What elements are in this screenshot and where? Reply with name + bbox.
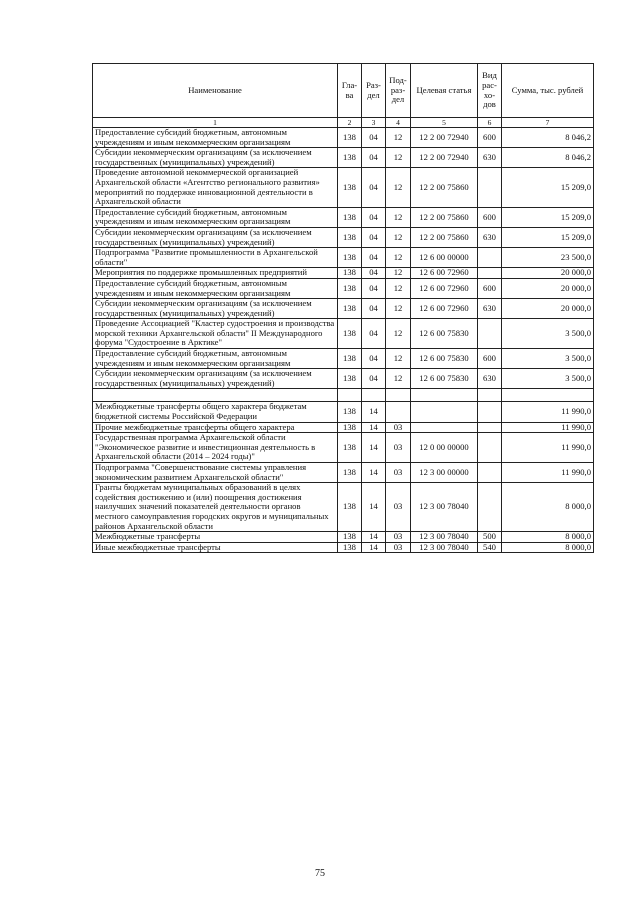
subsection-cell: 12 — [386, 278, 411, 298]
expense-type-cell — [478, 389, 502, 402]
table-row — [93, 369, 594, 389]
subsection-cell: 12 — [386, 168, 411, 207]
row-name-cell: Предоставление субсидий бюджетным, автономным учреждениям и иным некоммерческим организациям — [93, 349, 338, 369]
expense-type-cell: 540 — [478, 542, 502, 553]
row-name-cell: Прочие межбюджетные трансферты общего характера — [93, 422, 338, 433]
target-cell: 12 6 00 00000 — [411, 248, 478, 268]
subsection-cell: 12 — [386, 299, 411, 319]
row-name-cell: Предоставление субсидий бюджетным, автономным учреждениям и иным некоммерческим организациям — [93, 278, 338, 298]
target-cell — [411, 422, 478, 433]
row-name-cell: Субсидии некоммерческим организациям (за исключением государственных (муниципальных) учреждений) — [93, 148, 338, 168]
table-row — [93, 532, 594, 543]
header-amount: Сумма, тыс. рублей — [502, 64, 594, 118]
target-cell: 12 2 00 72940 — [411, 128, 478, 148]
chapter-cell: 138 — [338, 207, 362, 227]
amount-cell: 3 500,0 — [502, 369, 594, 389]
chapter-cell: 138 — [338, 148, 362, 168]
col-number: 1 — [93, 118, 338, 128]
target-cell: 12 6 00 75830 — [411, 369, 478, 389]
target-cell: 12 6 00 72960 — [411, 278, 478, 298]
chapter-cell: 138 — [338, 542, 362, 553]
table-row — [93, 168, 594, 207]
section-cell: 04 — [362, 227, 386, 247]
subsection-cell — [386, 389, 411, 402]
row-name-cell: Межбюджетные трансферты общего характера бюджетам бюджетной системы Российской Федерации — [93, 402, 338, 422]
header-chapter: Гла-ва — [338, 64, 362, 118]
subsection-cell: 12 — [386, 207, 411, 227]
amount-cell: 15 209,0 — [502, 227, 594, 247]
subsection-cell: 03 — [386, 422, 411, 433]
expense-type-cell — [478, 422, 502, 433]
chapter-cell: 138 — [338, 422, 362, 433]
page-number: 75 — [315, 868, 325, 879]
section-cell: 14 — [362, 422, 386, 433]
expense-type-cell — [478, 433, 502, 463]
header-row — [93, 64, 594, 118]
row-name-cell: Субсидии некоммерческим организациям (за исключением государственных (муниципальных) учреждений) — [93, 369, 338, 389]
expense-type-cell — [478, 319, 502, 349]
section-cell: 04 — [362, 299, 386, 319]
expense-type-cell — [478, 168, 502, 207]
expense-type-cell: 600 — [478, 278, 502, 298]
target-cell: 12 2 00 75860 — [411, 227, 478, 247]
table-body — [93, 128, 594, 553]
row-name-cell: Государственная программа Архангельской области "Экономическое развитие и инвестиционная деятельность в Архангельской области (2014 – 2024 годы)" — [93, 433, 338, 463]
subsection-cell: 12 — [386, 128, 411, 148]
target-cell: 12 0 00 00000 — [411, 433, 478, 463]
header-target: Целевая статья — [411, 64, 478, 118]
header-section: Раз-дел — [362, 64, 386, 118]
expense-type-cell — [478, 483, 502, 532]
target-cell: 12 2 00 75860 — [411, 207, 478, 227]
subsection-cell: 03 — [386, 433, 411, 463]
table-row — [93, 128, 594, 148]
row-name-cell — [93, 389, 338, 402]
amount-cell: 20 000,0 — [502, 268, 594, 279]
target-cell: 12 3 00 78040 — [411, 542, 478, 553]
expense-type-cell — [478, 268, 502, 279]
target-cell: 12 3 00 00000 — [411, 463, 478, 483]
table-row — [93, 248, 594, 268]
col-number: 2 — [338, 118, 362, 128]
target-cell: 12 6 00 75830 — [411, 349, 478, 369]
header-expense-type: Вид рас-хо-дов — [478, 64, 502, 118]
chapter-cell — [338, 389, 362, 402]
chapter-cell: 138 — [338, 278, 362, 298]
expense-type-cell — [478, 248, 502, 268]
column-number-row — [93, 118, 594, 128]
target-cell: 12 2 00 75860 — [411, 168, 478, 207]
section-cell — [362, 389, 386, 402]
expense-type-cell: 500 — [478, 532, 502, 543]
target-cell: 12 6 00 72960 — [411, 299, 478, 319]
table-row — [93, 483, 594, 532]
chapter-cell: 138 — [338, 168, 362, 207]
row-name-cell: Подпрограмма "Совершенствование системы управления экономическим развитием Архангельской области" — [93, 463, 338, 483]
row-name-cell: Межбюджетные трансферты — [93, 532, 338, 543]
amount-cell: 8 000,0 — [502, 532, 594, 543]
chapter-cell: 138 — [338, 349, 362, 369]
table-row — [93, 463, 594, 483]
chapter-cell: 138 — [338, 532, 362, 543]
section-cell: 04 — [362, 148, 386, 168]
table-row — [93, 278, 594, 298]
table-row — [93, 319, 594, 349]
col-number: 6 — [478, 118, 502, 128]
chapter-cell: 138 — [338, 248, 362, 268]
chapter-cell: 138 — [338, 227, 362, 247]
col-number: 3 — [362, 118, 386, 128]
subsection-cell: 03 — [386, 532, 411, 543]
target-cell — [411, 389, 478, 402]
amount-cell: 23 500,0 — [502, 248, 594, 268]
subsection-cell: 03 — [386, 483, 411, 532]
amount-cell: 8 000,0 — [502, 483, 594, 532]
amount-cell: 3 500,0 — [502, 349, 594, 369]
amount-cell: 15 209,0 — [502, 168, 594, 207]
row-name-cell: Предоставление субсидий бюджетным, автономным учреждениям и иным некоммерческим организациям — [93, 207, 338, 227]
expense-type-cell: 600 — [478, 207, 502, 227]
chapter-cell: 138 — [338, 402, 362, 422]
chapter-cell: 138 — [338, 369, 362, 389]
subsection-cell: 12 — [386, 268, 411, 279]
amount-cell: 11 990,0 — [502, 422, 594, 433]
table-row — [93, 268, 594, 279]
section-cell: 04 — [362, 248, 386, 268]
row-name-cell: Подпрограмма "Развитие промышленности в Архангельской области" — [93, 248, 338, 268]
col-number: 4 — [386, 118, 411, 128]
chapter-cell: 138 — [338, 483, 362, 532]
table-row — [93, 207, 594, 227]
expense-type-cell: 630 — [478, 299, 502, 319]
section-cell: 14 — [362, 532, 386, 543]
amount-cell: 11 990,0 — [502, 402, 594, 422]
target-cell: 12 3 00 78040 — [411, 532, 478, 543]
amount-cell: 20 000,0 — [502, 299, 594, 319]
chapter-cell: 138 — [338, 299, 362, 319]
budget-table — [92, 63, 594, 553]
section-cell: 04 — [362, 207, 386, 227]
expense-type-cell: 630 — [478, 227, 502, 247]
section-cell: 04 — [362, 278, 386, 298]
amount-cell: 11 990,0 — [502, 433, 594, 463]
section-cell: 14 — [362, 483, 386, 532]
table-row — [93, 299, 594, 319]
subsection-cell: 12 — [386, 349, 411, 369]
section-cell: 04 — [362, 128, 386, 148]
amount-cell: 20 000,0 — [502, 278, 594, 298]
section-cell: 04 — [362, 168, 386, 207]
amount-cell: 8 000,0 — [502, 542, 594, 553]
expense-type-cell: 600 — [478, 349, 502, 369]
subsection-cell: 03 — [386, 463, 411, 483]
table-row — [93, 349, 594, 369]
subsection-cell: 12 — [386, 227, 411, 247]
header-subsection: Под-раз-дел — [386, 64, 411, 118]
chapter-cell: 138 — [338, 128, 362, 148]
chapter-cell: 138 — [338, 268, 362, 279]
section-cell: 14 — [362, 463, 386, 483]
target-cell: 12 6 00 75830 — [411, 319, 478, 349]
row-name-cell: Мероприятия по поддержке промышленных предприятий — [93, 268, 338, 279]
table-row — [93, 148, 594, 168]
section-cell: 14 — [362, 402, 386, 422]
table-row — [93, 433, 594, 463]
subsection-cell — [386, 402, 411, 422]
table-row — [93, 227, 594, 247]
subsection-cell: 12 — [386, 369, 411, 389]
section-cell: 14 — [362, 433, 386, 463]
row-name-cell: Иные межбюджетные трансферты — [93, 542, 338, 553]
chapter-cell: 138 — [338, 463, 362, 483]
subsection-cell: 12 — [386, 248, 411, 268]
amount-cell — [502, 389, 594, 402]
row-name-cell: Субсидии некоммерческим организациям (за исключением государственных (муниципальных) учреждений) — [93, 299, 338, 319]
col-number: 7 — [502, 118, 594, 128]
section-cell: 04 — [362, 268, 386, 279]
header-name: Наименование — [93, 64, 338, 118]
table-row — [93, 542, 594, 553]
row-name-cell: Субсидии некоммерческим организациям (за исключением государственных (муниципальных) учреждений) — [93, 227, 338, 247]
table-row — [93, 389, 594, 402]
section-cell: 04 — [362, 349, 386, 369]
table-row — [93, 402, 594, 422]
target-cell: 12 3 00 78040 — [411, 483, 478, 532]
section-cell: 04 — [362, 319, 386, 349]
table-row — [93, 422, 594, 433]
amount-cell: 8 046,2 — [502, 128, 594, 148]
chapter-cell: 138 — [338, 319, 362, 349]
subsection-cell: 12 — [386, 319, 411, 349]
section-cell: 04 — [362, 369, 386, 389]
amount-cell: 3 500,0 — [502, 319, 594, 349]
amount-cell: 8 046,2 — [502, 148, 594, 168]
expense-type-cell: 600 — [478, 128, 502, 148]
section-cell: 14 — [362, 542, 386, 553]
row-name-cell: Предоставление субсидий бюджетным, автономным учреждениям и иным некоммерческим организациям — [93, 128, 338, 148]
subsection-cell: 12 — [386, 148, 411, 168]
col-number: 5 — [411, 118, 478, 128]
expense-type-cell — [478, 402, 502, 422]
row-name-cell: Проведение автономной некоммерческой организацией Архангельской области «Агентство регионального развития» мероприятий по поддержке инновационной деятельности в Архангельской области — [93, 168, 338, 207]
row-name-cell: Проведение Ассоциацией "Кластер судостроения и производства морской техники Архангельской области" II Международного форума "Судостроение в Арктике" — [93, 319, 338, 349]
subsection-cell: 03 — [386, 542, 411, 553]
row-name-cell: Гранты бюджетам муниципальных образований в целях содействия достижению и (или) поощрения достижения наилучших значений показателей деятельности органов местного самоуправления городских округов и муниципальных районов Архангельской области — [93, 483, 338, 532]
target-cell — [411, 402, 478, 422]
expense-type-cell — [478, 463, 502, 483]
target-cell: 12 2 00 72940 — [411, 148, 478, 168]
expense-type-cell: 630 — [478, 369, 502, 389]
target-cell: 12 6 00 72960 — [411, 268, 478, 279]
amount-cell: 11 990,0 — [502, 463, 594, 483]
expense-type-cell: 630 — [478, 148, 502, 168]
chapter-cell: 138 — [338, 433, 362, 463]
amount-cell: 15 209,0 — [502, 207, 594, 227]
